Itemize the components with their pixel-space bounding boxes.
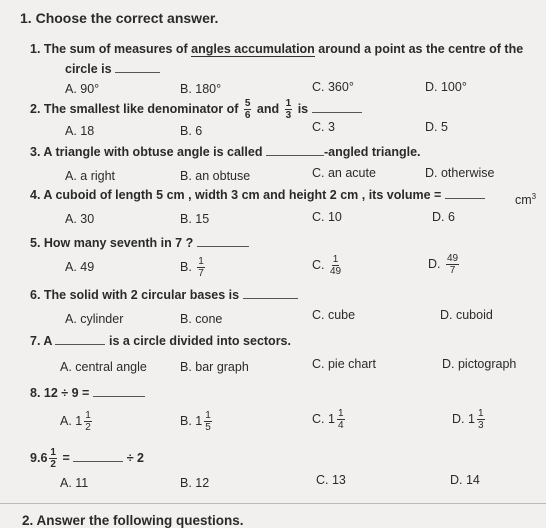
- question-5-option-c[interactable]: [312, 254, 343, 277]
- question-4-unit-exponent: 3: [531, 192, 537, 201]
- question-2-option-c[interactable]: C. 3: [312, 120, 335, 134]
- question-8-option-d-whole: 1: [467, 411, 475, 426]
- question-1-option-a[interactable]: A. 90°: [65, 82, 100, 96]
- question-7-answer-blank[interactable]: [55, 344, 105, 345]
- question-6-option-d[interactable]: D. cuboid: [440, 308, 493, 322]
- question-1-option-c[interactable]: C. 360°: [312, 80, 354, 94]
- question-4-option-a[interactable]: A. 30: [65, 212, 95, 226]
- question-5-option-b-label: B.: [180, 259, 192, 274]
- question-7-option-c[interactable]: C. pie chart: [312, 357, 376, 371]
- question-5-option-b[interactable]: [180, 256, 207, 279]
- section-title: [20, 10, 218, 26]
- question-9-option-c[interactable]: C. 13: [316, 473, 346, 487]
- question-2-option-a[interactable]: A. 18: [65, 124, 95, 138]
- question-5-option-d-label: D.: [428, 256, 441, 271]
- question-7-option-b[interactable]: B. bar graph: [180, 360, 249, 374]
- question-5-text-a: 5. How many seventh in 7 ?: [30, 236, 194, 250]
- question-8-answer-blank[interactable]: [93, 396, 145, 397]
- question-4-unit: [515, 192, 536, 207]
- question-4-unit-text: cm: [515, 193, 532, 208]
- question-2-answer-blank[interactable]: [312, 112, 362, 113]
- question-3-option-a[interactable]: A. a right: [65, 169, 116, 183]
- question-2-text-b: is: [297, 101, 309, 116]
- section-divider: [0, 503, 546, 504]
- question-5-option-c-label: C.: [312, 257, 325, 272]
- question-9-answer-blank[interactable]: [73, 461, 123, 462]
- question-4-option-d[interactable]: D. 6: [432, 210, 455, 224]
- question-1-option-d[interactable]: D. 100°: [425, 80, 467, 94]
- question-8-option-b-label: B.: [180, 413, 192, 428]
- question-8-line: [30, 386, 145, 400]
- question-2-option-d[interactable]: D. 5: [425, 120, 448, 134]
- question-8-option-d-fraction: $\frac{1}{3}$: [477, 408, 484, 431]
- question-6-text-a: 6. The solid with 2 circular bases is: [30, 288, 240, 302]
- question-1-option-b[interactable]: B. 180°: [180, 82, 222, 96]
- question-8-option-c-label: C.: [312, 411, 325, 426]
- section-number: 1.: [20, 10, 32, 26]
- question-3-answer-blank[interactable]: [266, 155, 324, 156]
- question-3-line: [30, 145, 421, 159]
- question-3-option-b[interactable]: B. an obtuse: [180, 169, 251, 183]
- question-2-line: [30, 98, 362, 121]
- question-7-line: [30, 334, 291, 348]
- question-3-text-a: 3. A triangle with obtuse angle is called: [30, 145, 263, 159]
- question-4-text-a: 4. A cuboid of length 5 cm , width 3 cm and height 2 cm , its volume =: [30, 188, 442, 202]
- question-5-option-b-fraction: $\frac{1}{7}$: [198, 256, 204, 279]
- question-4-line: [30, 188, 485, 202]
- question-8-text-a: 8. 12 ÷ 9 =: [30, 386, 90, 400]
- question-1-text-b: around a point as the centre of the: [314, 42, 524, 56]
- question-5-option-d-fraction: $\frac{49}{7}$: [446, 253, 459, 276]
- question-5-option-c-fraction: $\frac{1}{49}$: [329, 254, 342, 277]
- question-8-option-c-fraction: $\frac{1}{4}$: [337, 408, 344, 431]
- section-title-text: Choose the correct answer.: [35, 10, 219, 26]
- question-5-line: [30, 236, 249, 250]
- question-7-option-a[interactable]: A. central angle: [60, 360, 147, 374]
- question-6-answer-blank[interactable]: [243, 298, 298, 299]
- question-8-option-a-label: A.: [60, 413, 72, 428]
- question-8-option-d-label: D.: [452, 411, 465, 426]
- question-9-fraction: $\frac{1}{2}$: [50, 447, 56, 470]
- question-3-text-b: -angled triangle.: [323, 145, 421, 159]
- question-8-option-b-fraction: $\frac{1}{5}$: [205, 410, 211, 433]
- question-2-option-b[interactable]: B. 6: [180, 124, 203, 138]
- question-8-option-a-whole: 1: [75, 413, 83, 428]
- question-9-option-a[interactable]: A. 11: [60, 476, 89, 490]
- question-8-option-a-fraction: $\frac{1}{2}$: [85, 410, 91, 433]
- question-8-option-b-whole: 1: [195, 413, 203, 428]
- question-6-line: [30, 288, 298, 302]
- question-9-whole: 6: [40, 450, 48, 465]
- question-8-option-c[interactable]: [312, 408, 347, 431]
- question-2-text-a: 2. The smallest like denominator of: [30, 101, 239, 116]
- question-3-option-c[interactable]: C. an acute: [312, 166, 376, 180]
- question-5-option-d[interactable]: [428, 253, 461, 276]
- question-8-option-c-whole: 1: [327, 411, 335, 426]
- question-1-line-1: [30, 42, 523, 56]
- question-1-line-2: [65, 62, 160, 76]
- question-9-option-d[interactable]: D. 14: [450, 473, 480, 487]
- question-9-divisor: ÷ 2: [126, 450, 145, 465]
- question-1-underlined-text: angles accumulation: [191, 42, 315, 56]
- question-9-line: [30, 447, 144, 470]
- question-8-option-d[interactable]: [452, 408, 487, 431]
- question-9-option-b[interactable]: B. 12: [180, 476, 210, 490]
- question-8-option-b[interactable]: [180, 410, 214, 433]
- question-1-text-a: 1. The sum of measures of: [30, 42, 192, 56]
- question-1-text-c: circle is: [65, 62, 112, 76]
- question-7-text-a: 7. A: [30, 334, 52, 348]
- question-7-option-d[interactable]: D. pictograph: [442, 357, 517, 371]
- question-6-option-b[interactable]: B. cone: [180, 312, 223, 326]
- question-4-option-b[interactable]: B. 15: [180, 212, 210, 226]
- question-9-label: 9.: [30, 450, 41, 465]
- question-3-option-d[interactable]: D. otherwise: [425, 166, 495, 180]
- question-6-option-c[interactable]: C. cube: [312, 308, 356, 322]
- question-8-option-a[interactable]: [60, 410, 94, 433]
- question-2-text-and: and: [256, 101, 280, 116]
- question-2-fraction-2: $\frac{1}{3}$: [285, 98, 292, 121]
- question-5-option-a[interactable]: A. 49: [65, 260, 95, 274]
- question-4-option-c[interactable]: C. 10: [312, 210, 342, 224]
- section-2-title: 2. Answer the following questions.: [22, 513, 244, 528]
- question-6-option-a[interactable]: A. cylinder: [65, 312, 124, 326]
- question-9-equals: =: [62, 450, 70, 465]
- question-2-fraction-1: $\frac{5}{6}$: [244, 98, 251, 121]
- question-1-answer-blank[interactable]: [115, 72, 160, 73]
- question-4-answer-blank[interactable]: [445, 198, 485, 199]
- question-7-text-b: is a circle divided into sectors.: [108, 334, 291, 348]
- question-5-answer-blank[interactable]: [197, 246, 249, 247]
